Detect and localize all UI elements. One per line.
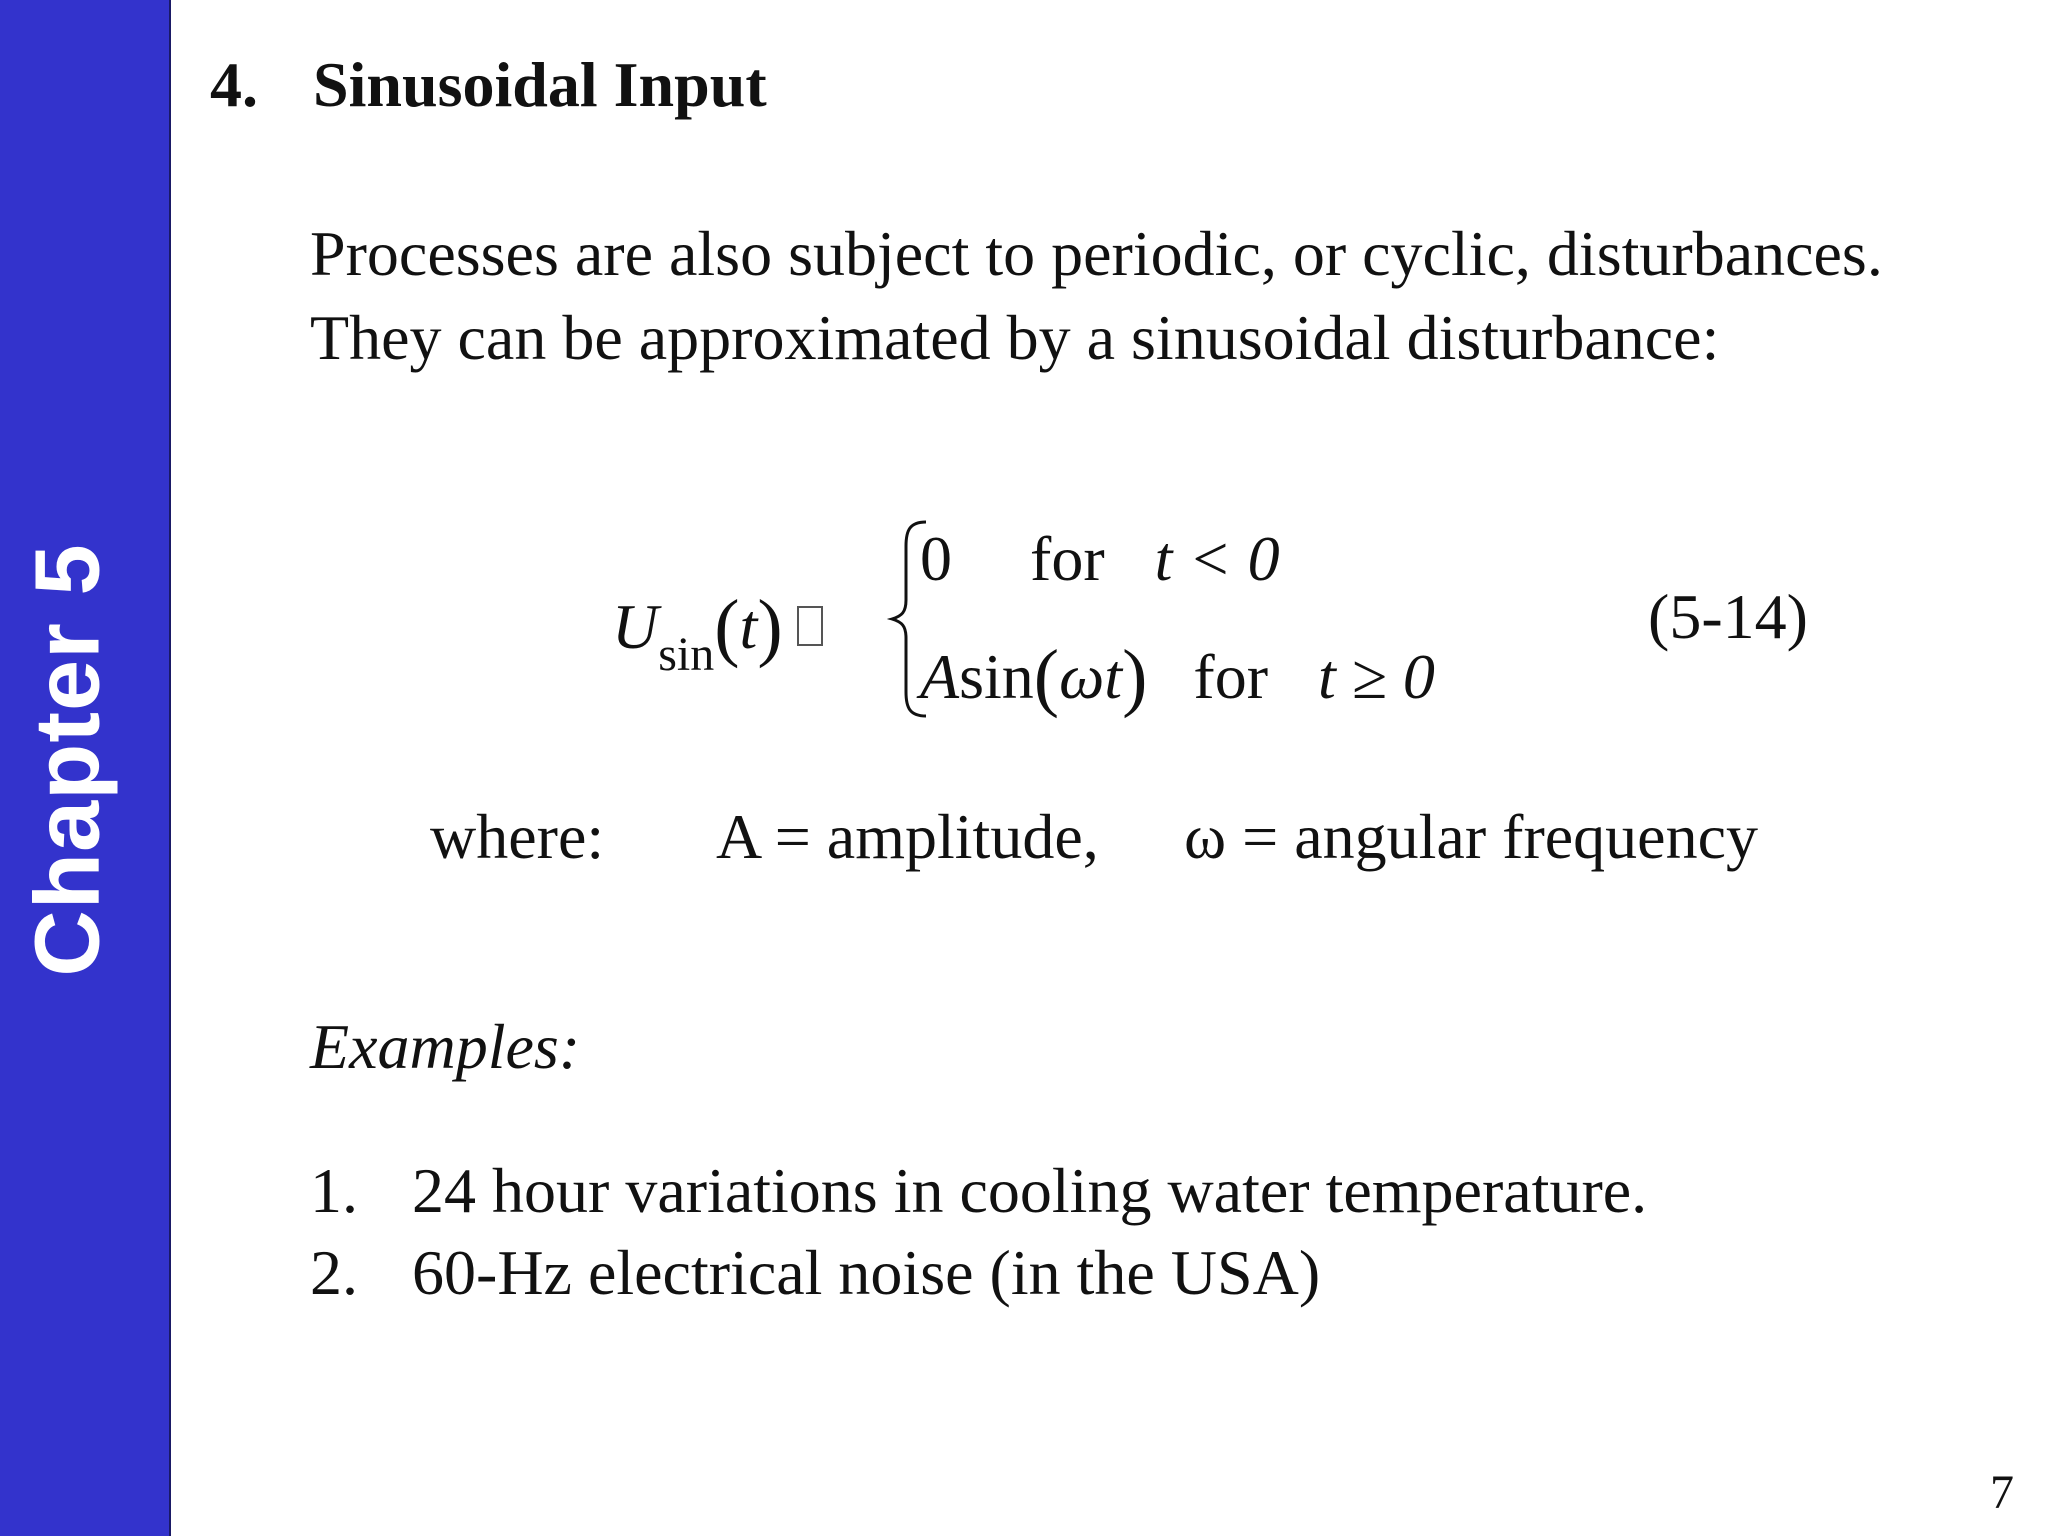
item-text: 60-Hz electrical noise (in the USA) — [412, 1237, 1321, 1308]
case-2-condition: t ≥ 0 — [1318, 641, 1435, 712]
chapter-label: Chapter 5 — [16, 543, 119, 977]
equation-argument: t — [739, 591, 758, 662]
intro-line-1: Processes are also subject to periodic, or cyclic, disturbances. — [310, 218, 1883, 289]
where-label: where: — [430, 801, 605, 872]
list-item — [310, 1232, 1647, 1314]
item-text: 24 hour variations in cooling water temperature. — [412, 1155, 1648, 1226]
equation-subscript: sin — [658, 628, 715, 681]
case-2-for: for — [1193, 641, 1268, 712]
page-number: 7 — [1990, 1466, 2014, 1519]
frequency-definition: ω = angular frequency — [1184, 801, 1758, 872]
equation-lhs — [612, 580, 823, 681]
list-item — [310, 1150, 1647, 1232]
examples-list — [310, 1150, 1647, 1314]
intro-line-2: They can be approximated by a sinusoidal disturbance: — [310, 302, 1720, 373]
section-heading — [210, 48, 767, 122]
missing-glyph-box — [797, 606, 823, 646]
equation-case-2 — [920, 630, 1435, 717]
item-number: 2. — [310, 1237, 358, 1308]
equation-number: (5-14) — [1648, 581, 1808, 652]
open-paren-2: ( — [1033, 635, 1060, 719]
case-2-function: sin — [959, 641, 1034, 712]
section-number: 4. — [210, 49, 258, 120]
case-1-for: for — [1030, 523, 1105, 594]
chapter-sidebar — [0, 0, 171, 1536]
equation-variable: U — [612, 591, 659, 662]
amplitude-definition: A = amplitude, — [716, 801, 1099, 872]
case-1-condition: t < 0 — [1154, 523, 1280, 594]
examples-label: Examples: — [310, 1011, 581, 1082]
case-2-argument: ωt — [1059, 641, 1123, 712]
open-paren: ( — [714, 585, 740, 669]
close-paren-2: ) — [1122, 635, 1148, 719]
sinusoidal-equation — [612, 508, 1512, 728]
intro-paragraph — [310, 212, 1883, 380]
section-title: Sinusoidal Input — [313, 49, 767, 120]
equation-case-1 — [920, 522, 1280, 596]
case-2-amplitude: A — [920, 641, 960, 712]
where-definitions — [430, 800, 1758, 874]
case-1-value: 0 — [920, 523, 952, 594]
item-number: 1. — [310, 1155, 358, 1226]
close-paren: ) — [757, 585, 783, 669]
